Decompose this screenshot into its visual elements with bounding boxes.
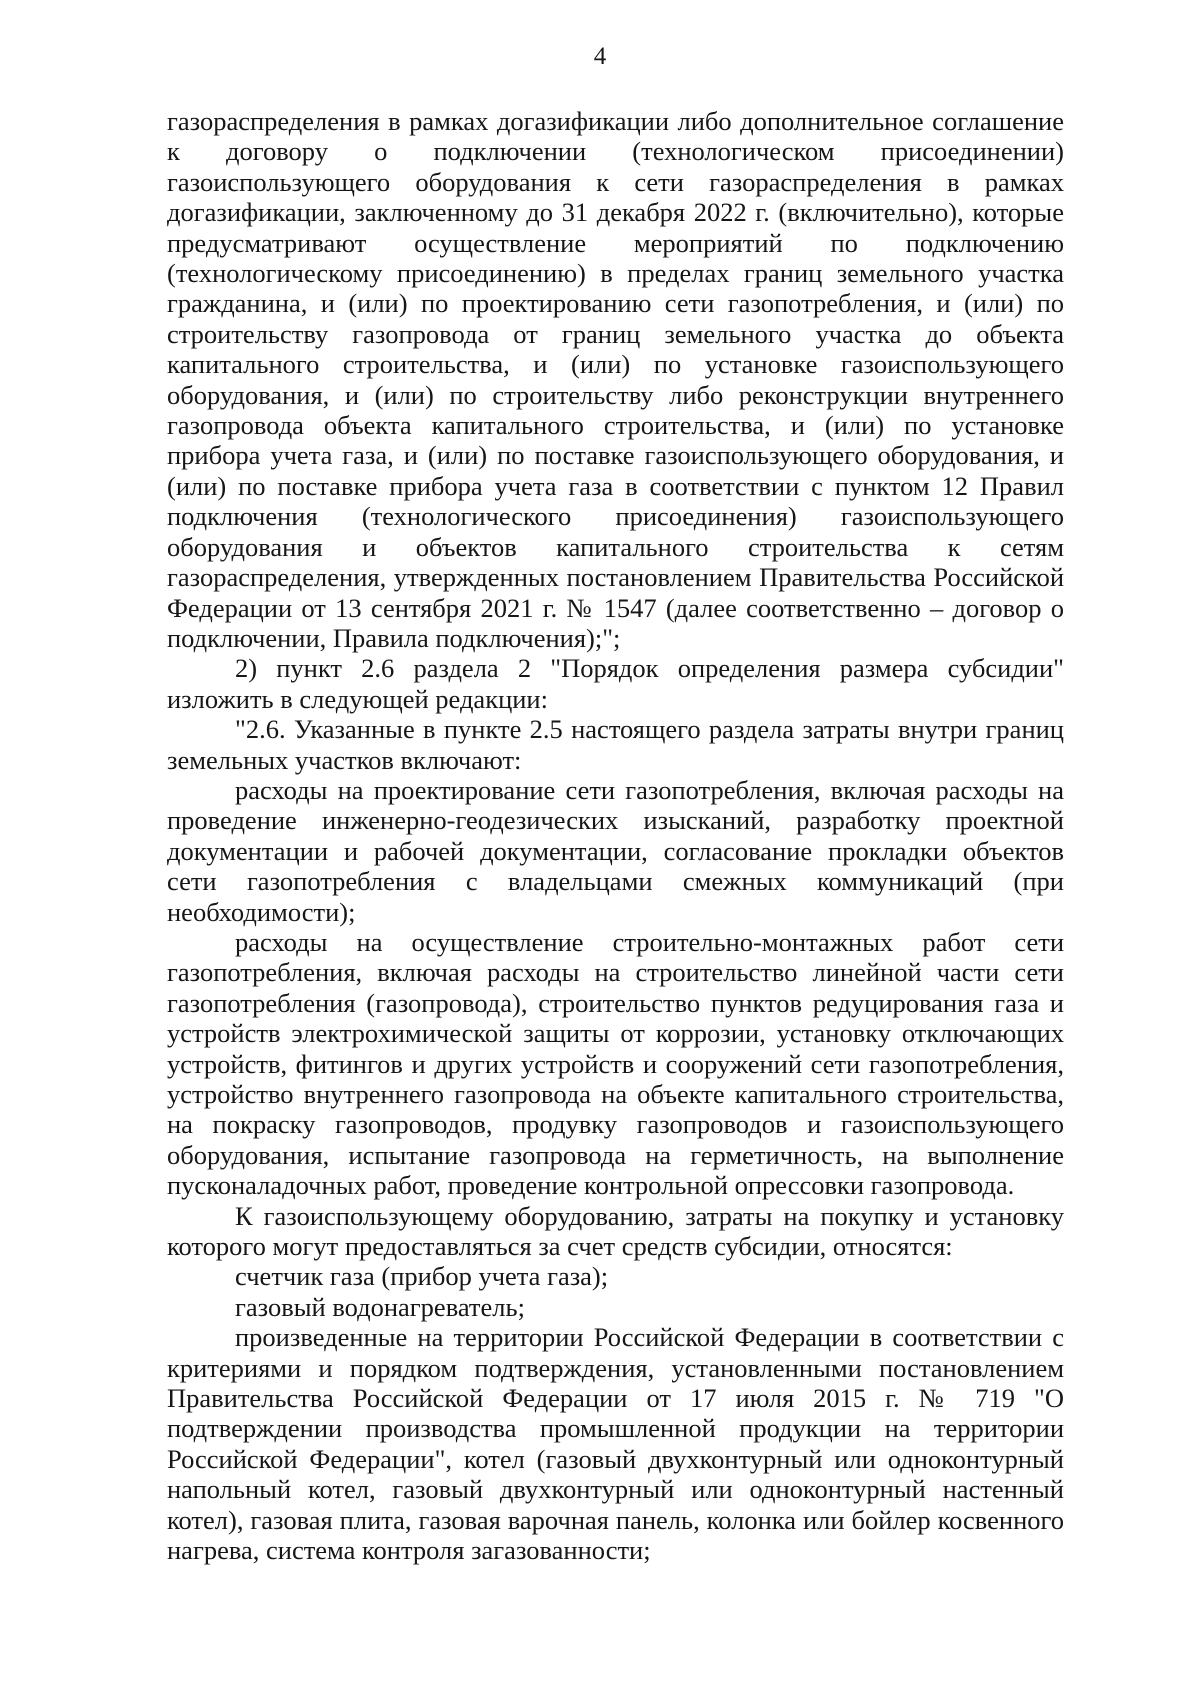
paragraph-construction-costs: расходы на осуществление строительно-монтажных работ сети газопотребления, включая расходы на строительство линейной части сети газопотребления (газопровода), строительство пунктов редуцирования газа и устройств электрохимической защиты от коррозии, установку отключающих устройств, фитингов и других устройств и сооружений сети газопотребления, устройство внутреннего газопровода на объекте капитального строительства, на покраску газопроводов, продувку газопроводов и газоиспользующего оборудования, испытание газопровода на герметичность, на выполнение пусконаладочных работ, проведение контрольной опрессовки газопровода.	[167, 926, 1064, 1201]
paragraph-water-heater: газовый водонагреватель;	[235, 1291, 525, 1322]
paragraph-item-2: 2) пункт 2.6 раздела 2 "Порядок определения размера субсидии" изложить в следующей редакции:	[167, 653, 1064, 714]
paragraph-design-costs: расходы на проектирование сети газопотребления, включая расходы на проведение инженерно-геодезических изысканий, разработку проектной документации и рабочей документации, согласование прокладки объектов сети газопотребления с владельцами смежных коммуникаций (при необходимости);	[167, 774, 1064, 927]
document-body	[167, 106, 1064, 1566]
paragraph-continuation: газораспределения в рамках догазификации либо дополнительное соглашение к договору о подключении (технологическом присоединении) газоиспользующего оборудования к сети газораспределения в рамках догазификации, заключенному до 31 декабря 2022 г. (включительно), которые предусматривают осуществление мероприятий по подключению (технологическому присоединению) в пределах границ земельного участка гражданина, и (или) по проектированию сети газопотребления, и (или) по строительству газопровода от границ земельного участка до объекта капитального строительства, и (или) по установке газоиспользующего оборудования, и (или) по строительству либо реконструкции внутреннего газопровода объекта капитального строительства, и (или) по установке прибора учета газа, и (или) по поставке газоиспользующего оборудования, и (или) по поставке прибора учета газа в соответствии с пунктом 12 Правил подключения (технологического присоединения) газоиспользующего оборудования и объектов капитального строительства к сетям газораспределения, утвержденных постановлением Правительства Российской Федерации от 13 сентября 2021 г. № 1547 (далее соответственно – договор о подключении, Правила подключения);";	[167, 106, 1064, 653]
paragraph-gas-meter: счетчик газа (прибор учета газа);	[235, 1261, 609, 1292]
paragraph-domestic-equipment: произведенные на территории Российской Федерации в соответствии с критериями и порядком подтверждения, установленными постановлением Правительства Российской Федерации от 17 июля 2015 г. № 719 "О подтверждении производства промышленной продукции на территории Российской Федерации", котел (газовый двухконтурный или одноконтурный напольный котел, газовый двухконтурный или одноконтурный настенный котел), газовая плита, газовая варочная панель, колонка или бойлер косвенного нагрева, система контроля загазованности;	[167, 1322, 1064, 1566]
paragraph-clause-2-6: "2.6. Указанные в пункте 2.5 настоящего раздела затраты внутри границ земельных участков включают:	[167, 714, 1064, 775]
page-number: 4	[593, 43, 607, 70]
paragraph-equipment-intro: К газоиспользующему оборудованию, затраты на покупку и установку которого могут предоставляться за счет средств субсидии, относятся:	[167, 1200, 1064, 1262]
